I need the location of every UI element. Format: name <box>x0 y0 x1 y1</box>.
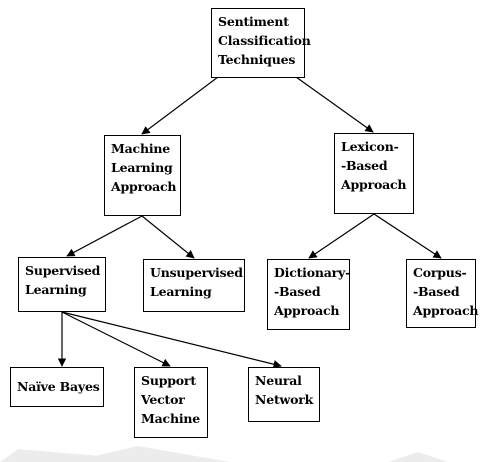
edge-root-lexicon <box>296 77 373 132</box>
node-text-line: -Based <box>413 284 460 299</box>
node-text-line: Supervised <box>25 263 101 278</box>
node-unsupervised-learning <box>143 259 245 312</box>
node-supervised-learning <box>18 257 106 312</box>
node-text-line: Vector <box>141 392 185 407</box>
node-text-line: Approach <box>274 303 340 318</box>
node-text-line: Machine <box>111 141 171 156</box>
node-text-line: Learning <box>150 284 212 299</box>
node-text-line: Learning <box>25 282 87 297</box>
node-lexicon-based-approach <box>334 133 414 214</box>
node-text-line: Classification <box>218 33 311 48</box>
node-text-line: Approach <box>413 303 479 318</box>
node-text-line: Learning <box>111 160 173 175</box>
node-text-line: Lexicon- <box>341 139 399 154</box>
node-sentiment-classification-techniques <box>211 8 311 78</box>
node-text-line: Techniques <box>218 52 296 67</box>
node-text-line: -Based <box>341 158 388 173</box>
node-dictionary-based-approach <box>267 259 350 330</box>
node-text-line: Approach <box>111 179 177 194</box>
node-text-line: Dictionary- <box>274 265 351 280</box>
edge-ml-supervised <box>67 216 142 256</box>
edge-supervised-neural <box>62 312 281 366</box>
node-text-line: Naïve Bayes <box>17 379 100 394</box>
node-machine-learning-approach <box>104 135 181 216</box>
edge-supervised-svm <box>62 312 170 366</box>
node-neural-network <box>248 367 320 422</box>
node-support-vector-machine <box>134 367 208 438</box>
edge-root-ml <box>142 77 218 134</box>
node-text-line: Sentiment <box>218 14 289 29</box>
node-text-line: Support <box>141 373 196 388</box>
node-naive-bayes <box>10 367 104 407</box>
node-text-line: Unsupervised <box>150 265 243 280</box>
node-text-line: Approach <box>341 177 407 192</box>
edge-lexicon-corpus <box>374 214 441 258</box>
node-text-line: Neural <box>255 373 302 388</box>
node-text-line: -Based <box>274 284 321 299</box>
node-text-line: Network <box>255 392 314 407</box>
node-text-line: Corpus- <box>413 265 467 280</box>
node-text-line: Machine <box>141 411 201 426</box>
edge-ml-unsupervised <box>142 216 194 258</box>
node-corpus-based-approach <box>406 259 479 328</box>
edge-lexicon-dictionary <box>309 214 374 258</box>
